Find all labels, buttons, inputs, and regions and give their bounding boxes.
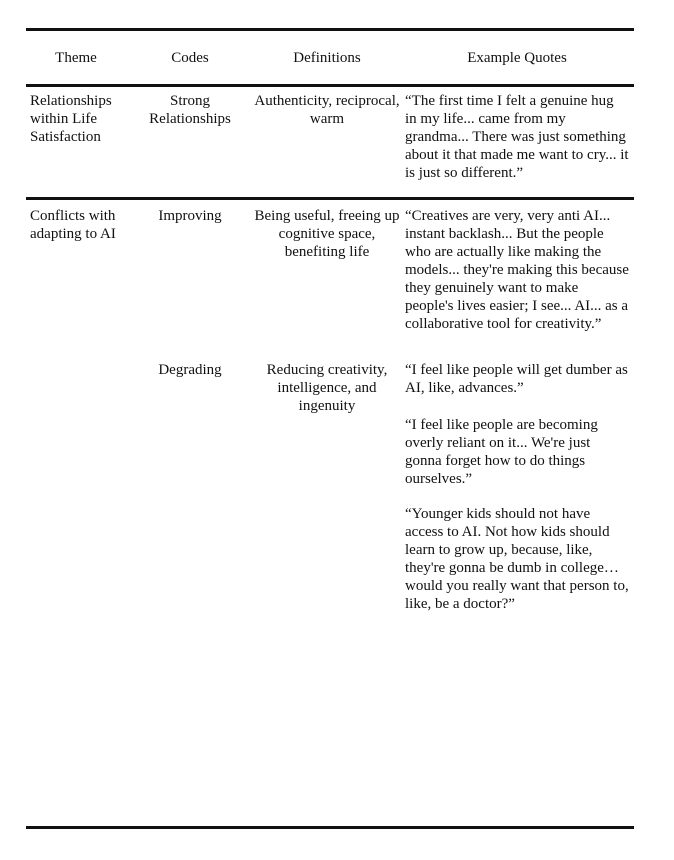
row-quote: “Younger kids should not have access to AI. Not how kids should learn to grow up, because, like, they're gonna be dumb in college…would you really want that person to, like, be a doctor?” bbox=[405, 506, 629, 612]
header-bottom-rule bbox=[26, 84, 634, 87]
row-quote: “I feel like people are becoming overly reliant on it... We're just gonna forget how to do things ourselves.” bbox=[405, 417, 598, 487]
row-code: Degrading bbox=[158, 362, 222, 378]
table-top-rule bbox=[26, 28, 634, 31]
section-rule bbox=[26, 197, 634, 200]
row-definition: Authenticity, reciprocal, warm bbox=[254, 93, 400, 127]
row-quote: “The first time I felt a genuine hug in my life... came from my grandma... There was just something about it that made me want to cry... it is just so different.” bbox=[405, 93, 629, 181]
row-quote: “I feel like people will get dumber as AI, like, advances.” bbox=[405, 362, 628, 396]
header-example-quotes: Example Quotes bbox=[467, 50, 567, 66]
table-bottom-rule bbox=[26, 826, 634, 829]
row-theme: Relationships within Life Satisfaction bbox=[30, 93, 112, 145]
header-definitions: Definitions bbox=[293, 50, 361, 66]
header-theme: Theme bbox=[55, 50, 97, 66]
row-theme: Conflicts with adapting to AI bbox=[30, 208, 116, 242]
row-definition: Reducing creativity, intelligence, and ingenuity bbox=[266, 362, 388, 414]
row-quote: “Creatives are very, very anti AI... instant backlash... But the people who are actually like making the models... they're making this because they genuinely want to make people's lives easier; I see... AI... as a collaborative tool for creativity.” bbox=[405, 208, 629, 332]
row-code: Strong Relationships bbox=[149, 93, 231, 127]
row-code: Improving bbox=[158, 208, 222, 224]
row-definition: Being useful, freeing up cognitive space, benefiting life bbox=[254, 208, 400, 260]
header-codes: Codes bbox=[171, 50, 209, 66]
